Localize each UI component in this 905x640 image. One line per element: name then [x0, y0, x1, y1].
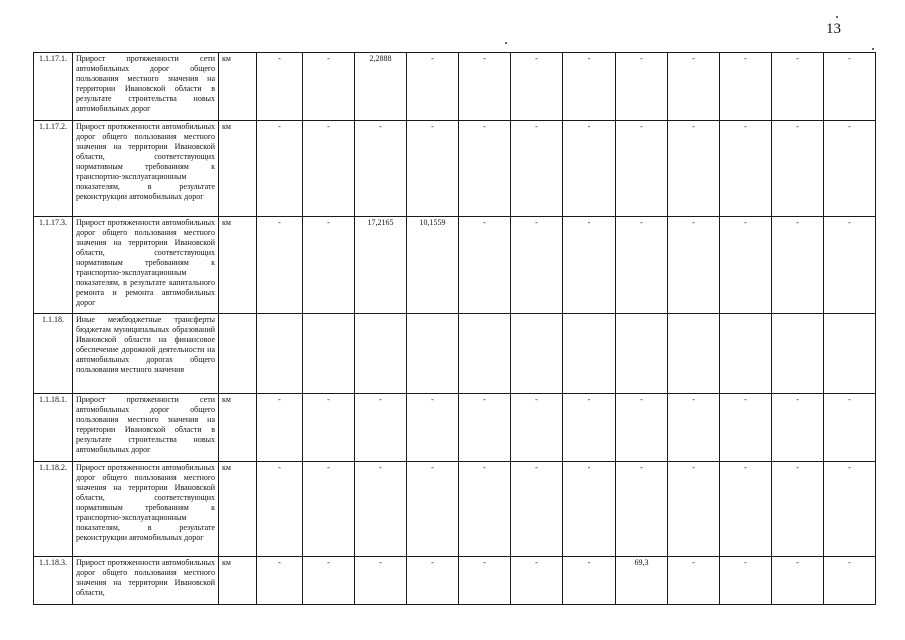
value-cell: - [459, 557, 511, 605]
value-cell: - [772, 53, 824, 121]
indicator-name-cell: Прирост протяженности автомобильных дорог общего пользования местного значения на территории Ивановской области, соответствующих нормативным требованиям к транспортно-эксплуатационным показателям, в результате реконструкции автомобильных дорог [73, 121, 219, 217]
value-cell: - [459, 121, 511, 217]
value-cell [303, 314, 355, 394]
value-cell: - [459, 462, 511, 557]
unit-cell: км [219, 462, 257, 557]
value-cell: - [257, 121, 303, 217]
row-number-cell: 1.1.17.1. [34, 53, 73, 121]
row-number-cell: 1.1.17.3. [34, 217, 73, 314]
scan-mark [872, 48, 874, 50]
value-cell: - [257, 53, 303, 121]
indicator-name-cell: Прирост протяженности сети автомобильных дорог общего пользования местного значения на территории Ивановской области в результате строительства новых автомобильных дорог [73, 394, 219, 462]
value-cell: - [303, 53, 355, 121]
row-number-cell: 1.1.18.1. [34, 394, 73, 462]
value-cell [720, 314, 772, 394]
value-cell: - [772, 394, 824, 462]
value-cell: - [616, 462, 668, 557]
value-cell [511, 314, 563, 394]
value-cell: - [772, 557, 824, 605]
unit-cell [219, 314, 257, 394]
unit-cell: км [219, 53, 257, 121]
value-cell: - [824, 121, 876, 217]
unit-cell: км [219, 557, 257, 605]
value-cell [257, 314, 303, 394]
value-cell: - [563, 462, 616, 557]
value-cell: - [668, 462, 720, 557]
value-cell: - [720, 557, 772, 605]
unit-cell: км [219, 394, 257, 462]
table-row [34, 557, 876, 605]
value-cell: - [407, 121, 459, 217]
value-cell: - [824, 557, 876, 605]
value-cell: - [303, 394, 355, 462]
value-cell: - [257, 462, 303, 557]
indicator-name-cell: Прирост протяженности автомобильных дорог общего пользования местного значения на территории Ивановской области, соответствующих нормативным требованиям к транспортно-эксплуатационным показателям, в результате капитального ремонта и ремонта автомобильных дорог [73, 217, 219, 314]
value-cell: - [355, 394, 407, 462]
value-cell [824, 314, 876, 394]
value-cell [407, 314, 459, 394]
table-row [34, 462, 876, 557]
value-cell: - [563, 557, 616, 605]
value-cell: - [459, 394, 511, 462]
scan-mark [505, 42, 507, 44]
row-number-cell: 1.1.18.3. [34, 557, 73, 605]
value-cell: - [511, 217, 563, 314]
row-number-cell: 1.1.17.2. [34, 121, 73, 217]
row-number-cell: 1.1.18. [34, 314, 73, 394]
indicator-name-cell: Иные межбюджетные трансферты бюджетам муниципальных образований Ивановской области на финансовое обеспечение дорожной деятельности на автомобильных дорогах общего пользования местного значения [73, 314, 219, 394]
value-cell: - [616, 394, 668, 462]
scan-mark [836, 16, 838, 18]
value-cell: - [511, 557, 563, 605]
indicator-name-cell: Прирост протяженности автомобильных дорог общего пользования местного значения на территории Ивановской области, соответствующих нормативным требованиям к транспортно-эксплуатационным показателям, в результате реконструкции автомобильных дорог [73, 462, 219, 557]
value-cell: - [257, 217, 303, 314]
value-cell: - [824, 217, 876, 314]
unit-cell: км [219, 217, 257, 314]
value-cell: - [355, 121, 407, 217]
value-cell: - [511, 462, 563, 557]
value-cell: - [616, 121, 668, 217]
value-cell [563, 314, 616, 394]
value-cell: 2,2888 [355, 53, 407, 121]
page-number: 13 [826, 21, 841, 37]
value-cell: 69,3 [616, 557, 668, 605]
value-cell: - [511, 394, 563, 462]
value-cell: - [772, 217, 824, 314]
value-cell: - [511, 53, 563, 121]
value-cell: - [563, 121, 616, 217]
value-cell: - [511, 121, 563, 217]
value-cell: - [720, 53, 772, 121]
value-cell: - [459, 217, 511, 314]
value-cell: - [772, 462, 824, 557]
value-cell: - [668, 217, 720, 314]
value-cell: - [355, 462, 407, 557]
value-cell: - [668, 121, 720, 217]
value-cell [355, 314, 407, 394]
indicators-table [33, 52, 876, 605]
value-cell: - [563, 53, 616, 121]
value-cell: - [303, 557, 355, 605]
table-row [34, 53, 876, 121]
value-cell: - [563, 394, 616, 462]
value-cell [616, 314, 668, 394]
value-cell: - [720, 121, 772, 217]
value-cell: - [355, 557, 407, 605]
value-cell: - [407, 53, 459, 121]
value-cell: - [720, 394, 772, 462]
table-row [34, 217, 876, 314]
indicator-name-cell: Прирост протяженности сети автомобильных дорог общего пользования местного значения на территории Ивановской области в результате строительства новых автомобильных дорог [73, 53, 219, 121]
value-cell: - [616, 53, 668, 121]
table-row [34, 394, 876, 462]
value-cell: - [563, 217, 616, 314]
value-cell [459, 314, 511, 394]
value-cell: - [772, 121, 824, 217]
value-cell: - [824, 53, 876, 121]
row-number-cell: 1.1.18.2. [34, 462, 73, 557]
value-cell: - [668, 557, 720, 605]
value-cell: - [407, 394, 459, 462]
value-cell: - [720, 462, 772, 557]
value-cell [772, 314, 824, 394]
value-cell: - [824, 462, 876, 557]
unit-cell: км [219, 121, 257, 217]
table-row [34, 314, 876, 394]
value-cell: - [407, 557, 459, 605]
value-cell: - [720, 217, 772, 314]
value-cell: - [668, 53, 720, 121]
value-cell: - [407, 462, 459, 557]
value-cell: 10,1559 [407, 217, 459, 314]
value-cell: - [257, 557, 303, 605]
value-cell: - [303, 462, 355, 557]
value-cell [668, 314, 720, 394]
value-cell: - [459, 53, 511, 121]
value-cell: - [668, 394, 720, 462]
value-cell: - [303, 121, 355, 217]
value-cell: - [824, 394, 876, 462]
value-cell: - [303, 217, 355, 314]
table-row [34, 121, 876, 217]
value-cell: 17,2165 [355, 217, 407, 314]
indicator-name-cell: Прирост протяженности автомобильных дорог общего пользования местного значения на территории Ивановской области, [73, 557, 219, 605]
value-cell: - [257, 394, 303, 462]
value-cell: - [616, 217, 668, 314]
